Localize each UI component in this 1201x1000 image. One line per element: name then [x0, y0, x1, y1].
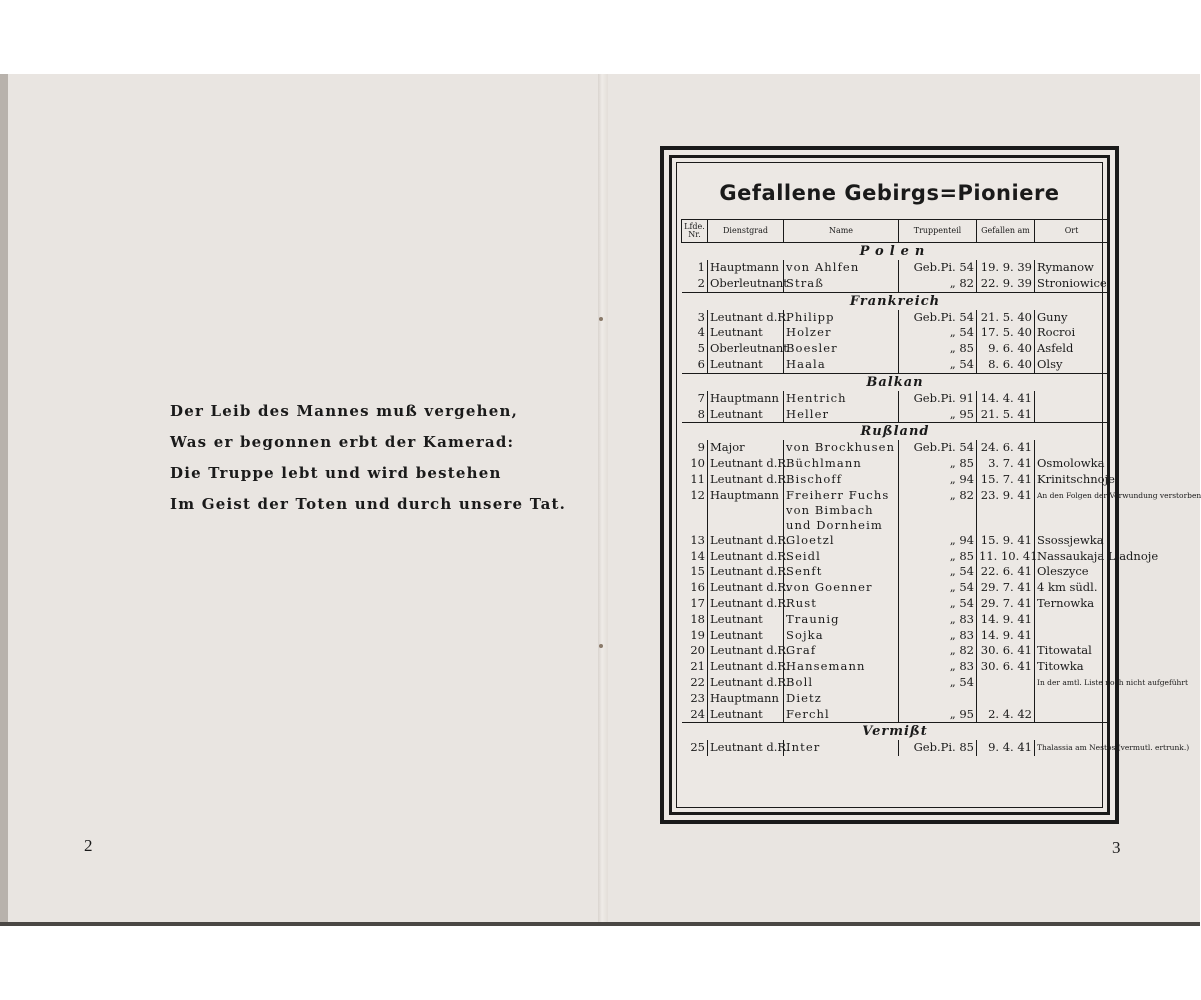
entry-name: Seidl [784, 549, 899, 565]
section-title: Polen [682, 243, 1109, 261]
entry-date: 3. 7. 41 [977, 456, 1035, 472]
book-spine [598, 74, 608, 926]
entry-unit: „ 54 [899, 564, 977, 580]
entry-name: Ferchl [784, 707, 899, 723]
entry-unit: „ 54 [899, 357, 977, 373]
entry-unit: „ 82 [899, 276, 977, 292]
entry-rank: Leutnant d.R. [708, 675, 784, 691]
entry-unit: Geb.Pi. 54 [899, 440, 977, 456]
poem [170, 396, 567, 520]
entry-number: 5 [682, 341, 708, 357]
entry-date: 11. 10. 41 [977, 549, 1035, 565]
entry-number: 10 [682, 456, 708, 472]
entry-date: 19. 9. 39 [977, 260, 1035, 276]
entry-number: 6 [682, 357, 708, 373]
table-row [682, 564, 1109, 580]
entry-name: Graf [784, 643, 899, 659]
entry-rank: Leutnant [708, 707, 784, 723]
entry-unit: „ 95 [899, 407, 977, 423]
entry-date: 14. 4. 41 [977, 391, 1035, 407]
entry-date [977, 691, 1035, 707]
entry-rank: Oberleutnant [708, 276, 784, 292]
entry-number: 22 [682, 675, 708, 691]
table-row [682, 276, 1109, 292]
entry-place: Titowatal [1037, 643, 1092, 658]
section-header [682, 723, 1109, 741]
entry-rank: Leutnant [708, 407, 784, 423]
entry-date: 21. 5. 40 [977, 310, 1035, 326]
entry-date: 15. 9. 41 [977, 533, 1035, 549]
entry-date: 14. 9. 41 [977, 628, 1035, 644]
entry-place: Oleszyce [1037, 564, 1089, 579]
entry-name: Holzer [784, 325, 899, 341]
entry-unit: „ 54 [899, 596, 977, 612]
entry-number: 3 [682, 310, 708, 326]
entry-number: 24 [682, 707, 708, 723]
entry-rank: Leutnant [708, 357, 784, 373]
entry-date: 22. 6. 41 [977, 564, 1035, 580]
table-header [682, 220, 1109, 243]
entry-unit: „ 82 [899, 643, 977, 659]
table-row [682, 707, 1109, 723]
entry-unit: „ 54 [899, 580, 977, 596]
entry-name: Freiherr Fuchs von Bimbach und Dornheim [784, 488, 899, 533]
entry-date: 21. 5. 41 [977, 407, 1035, 423]
entry-unit: „ 94 [899, 472, 977, 488]
column-header: Dienstgrad [708, 220, 784, 243]
column-header: Ort [1035, 220, 1109, 243]
entry-place: Ternowka [1037, 595, 1095, 610]
poem-line: Die Truppe lebt und wird bestehen [170, 464, 502, 482]
entry-date: 23. 9. 41 [977, 488, 1035, 533]
entry-unit: „ 54 [899, 675, 977, 691]
entry-place: Nassaukaja Lladnoje [1037, 548, 1159, 563]
entry-name: von Ahlfen [784, 260, 899, 276]
entry-date: 30. 6. 41 [977, 659, 1035, 675]
entry-number: 12 [682, 488, 708, 533]
entry-number: 25 [682, 740, 708, 756]
entry-rank: Leutnant d.R. [708, 310, 784, 326]
entry-date: 9. 4. 41 [977, 740, 1035, 756]
page-bottom-edge [0, 922, 1200, 926]
entry-rank: Leutnant d.R. [708, 456, 784, 472]
entry-date: 14. 9. 41 [977, 612, 1035, 628]
entry-place: Rymanow [1037, 260, 1094, 274]
entry-name: Boesler [784, 341, 899, 357]
entry-date: 8. 6. 40 [977, 357, 1035, 373]
table-row [682, 628, 1109, 644]
entry-name: Senft [784, 564, 899, 580]
poem-line: Was er begonnen erbt der Kamerad: [170, 433, 515, 451]
entry-place: Osmolowka [1037, 456, 1105, 471]
entry-place: Stroniowice [1037, 275, 1107, 290]
entry-place [1035, 391, 1109, 407]
entry-unit: Geb.Pi. 54 [899, 310, 977, 326]
table-row [682, 596, 1109, 612]
entry-rank: Leutnant [708, 628, 784, 644]
page-edge [0, 74, 8, 926]
entry-place: Olsy [1037, 356, 1063, 371]
section-header [682, 292, 1109, 310]
entry-rank: Hauptmann [708, 260, 784, 276]
entry-place: Rocroi [1037, 325, 1076, 340]
entry-date: 15. 7. 41 [977, 472, 1035, 488]
binding-staple [599, 644, 603, 648]
entry-place: Asfeld [1037, 341, 1074, 356]
column-header: Lfde. Nr. [682, 220, 708, 243]
entry-date: 24. 6. 41 [977, 440, 1035, 456]
entry-date: 29. 7. 41 [977, 580, 1035, 596]
entry-unit: „ 83 [899, 612, 977, 628]
poem-line: Im Geist der Toten und durch unsere Tat. [170, 495, 567, 513]
table-row [682, 612, 1109, 628]
page-number-left: 2 [84, 836, 93, 855]
entry-rank: Leutnant d.R. [708, 740, 784, 756]
entry-name: Philipp [784, 310, 899, 326]
entry-number: 1 [682, 260, 708, 276]
page-number-right: 3 [1112, 838, 1121, 857]
frame-inner [669, 155, 1201, 815]
table-row [682, 472, 1109, 488]
table-row [682, 580, 1109, 596]
entry-place: An den Folgen der Verwundung verstorben [1037, 490, 1201, 500]
entry-name: Haala [784, 357, 899, 373]
entry-date [977, 675, 1035, 691]
table-row [682, 407, 1109, 423]
entry-unit: Geb.Pi. 54 [899, 260, 977, 276]
entry-name: Hansemann [784, 659, 899, 675]
entry-rank: Hauptmann [708, 488, 784, 533]
entry-rank: Major [708, 440, 784, 456]
entry-rank: Leutnant d.R. [708, 580, 784, 596]
entry-place: 4 km südl. [1037, 580, 1098, 595]
table-row [682, 488, 1109, 533]
entry-place [1035, 628, 1109, 644]
entry-number: 9 [682, 440, 708, 456]
entry-rank: Leutnant d.R. [708, 659, 784, 675]
entry-name: von Brockhusen [784, 440, 899, 456]
table-row [682, 533, 1109, 549]
entry-name: Rust [784, 596, 899, 612]
entry-unit: Geb.Pi. 91 [899, 391, 977, 407]
entry-unit: „ 85 [899, 549, 977, 565]
entry-name: Inter [784, 740, 899, 756]
entry-name: Traunig [784, 612, 899, 628]
casualty-table [681, 219, 1201, 756]
entry-rank: Hauptmann [708, 691, 784, 707]
column-header: Name [784, 220, 899, 243]
section-title: Balkan [682, 373, 1109, 391]
entry-name: Bischoff [784, 472, 899, 488]
entry-number: 13 [682, 533, 708, 549]
entry-unit: „ 54 [899, 325, 977, 341]
entry-unit: „ 95 [899, 707, 977, 723]
entry-name: Straß [784, 276, 899, 292]
entry-place [1035, 612, 1109, 628]
entry-date: 9. 6. 40 [977, 341, 1035, 357]
entry-rank: Leutnant [708, 612, 784, 628]
entry-name: Gloetzl [784, 533, 899, 549]
table-row [682, 675, 1109, 691]
entry-rank: Leutnant d.R. [708, 533, 784, 549]
section-title: Vermißt [682, 723, 1109, 741]
entry-date: 22. 9. 39 [977, 276, 1035, 292]
entry-number: 16 [682, 580, 708, 596]
entry-name: Büchlmann [784, 456, 899, 472]
memorial-frame [660, 146, 1201, 824]
entry-place: Guny [1037, 309, 1068, 324]
entry-unit: „ 85 [899, 456, 977, 472]
entry-rank: Leutnant d.R. [708, 643, 784, 659]
entry-rank: Oberleutnant [708, 341, 784, 357]
column-header: Gefallen am [977, 220, 1035, 243]
table-row [682, 659, 1109, 675]
entry-name: Boll [784, 675, 899, 691]
entry-name: Hentrich [784, 391, 899, 407]
entry-number: 7 [682, 391, 708, 407]
entry-number: 2 [682, 276, 708, 292]
entry-number: 18 [682, 612, 708, 628]
entry-place [1035, 707, 1109, 723]
entry-unit [899, 691, 977, 707]
table-row [682, 341, 1109, 357]
entry-place: In der amtl. Liste noch nicht aufgeführt [1037, 677, 1188, 687]
entry-name: Heller [784, 407, 899, 423]
table-row [682, 391, 1109, 407]
entry-rank: Hauptmann [708, 391, 784, 407]
entry-unit: Geb.Pi. 85 [899, 740, 977, 756]
section-title: Frankreich [682, 292, 1109, 310]
entry-rank: Leutnant d.R. [708, 564, 784, 580]
book-spread [0, 74, 1200, 926]
entry-place [1035, 440, 1109, 456]
entry-number: 20 [682, 643, 708, 659]
table-row [682, 357, 1109, 373]
entry-number: 11 [682, 472, 708, 488]
frame-inner-line [676, 162, 1201, 808]
entry-place: Titowka [1037, 659, 1084, 674]
entry-number: 8 [682, 407, 708, 423]
section-title: Rußland [682, 423, 1109, 441]
entry-date: 29. 7. 41 [977, 596, 1035, 612]
entry-name: von Goenner [784, 580, 899, 596]
entry-name: Sojka [784, 628, 899, 644]
entry-unit: „ 83 [899, 628, 977, 644]
poem-line: Der Leib des Mannes muß vergehen, [170, 402, 518, 420]
entry-rank: Leutnant d.R. [708, 549, 784, 565]
entry-rank: Leutnant d.R. [708, 596, 784, 612]
table-row [682, 643, 1109, 659]
entry-place: Ssossjewka [1037, 532, 1104, 547]
table-row [682, 691, 1109, 707]
entry-number: 15 [682, 564, 708, 580]
entry-date: 30. 6. 41 [977, 643, 1035, 659]
entry-unit: „ 83 [899, 659, 977, 675]
entry-rank: Leutnant d.R. [708, 472, 784, 488]
entry-place: Thalassia am Nestos (vermutl. ertrunk.) [1037, 743, 1190, 753]
entry-number: 21 [682, 659, 708, 675]
table-row [682, 260, 1109, 276]
entry-place [1035, 407, 1109, 423]
binding-staple [599, 317, 603, 321]
entry-number: 23 [682, 691, 708, 707]
entry-name: Dietz [784, 691, 899, 707]
table-row [682, 440, 1109, 456]
entry-date: 17. 5. 40 [977, 325, 1035, 341]
entry-place [1035, 691, 1109, 707]
table-row [682, 325, 1109, 341]
column-header: Truppenteil [899, 220, 977, 243]
entry-unit: „ 85 [899, 341, 977, 357]
section-header [682, 243, 1109, 261]
table-row [682, 310, 1109, 326]
section-header [682, 423, 1109, 441]
table-row [682, 456, 1109, 472]
page-title: Gefallene Gebirgs=Pioniere [719, 181, 1060, 205]
table-row [682, 549, 1109, 565]
entry-unit: „ 94 [899, 533, 977, 549]
entry-number: 4 [682, 325, 708, 341]
entry-number: 14 [682, 549, 708, 565]
entry-number: 19 [682, 628, 708, 644]
section-header [682, 373, 1109, 391]
entry-unit: „ 82 [899, 488, 977, 533]
table-row [682, 740, 1109, 756]
entry-rank: Leutnant [708, 325, 784, 341]
entry-number: 17 [682, 596, 708, 612]
entry-date: 2. 4. 42 [977, 707, 1035, 723]
entry-place: Krinitschnoje [1037, 471, 1115, 486]
